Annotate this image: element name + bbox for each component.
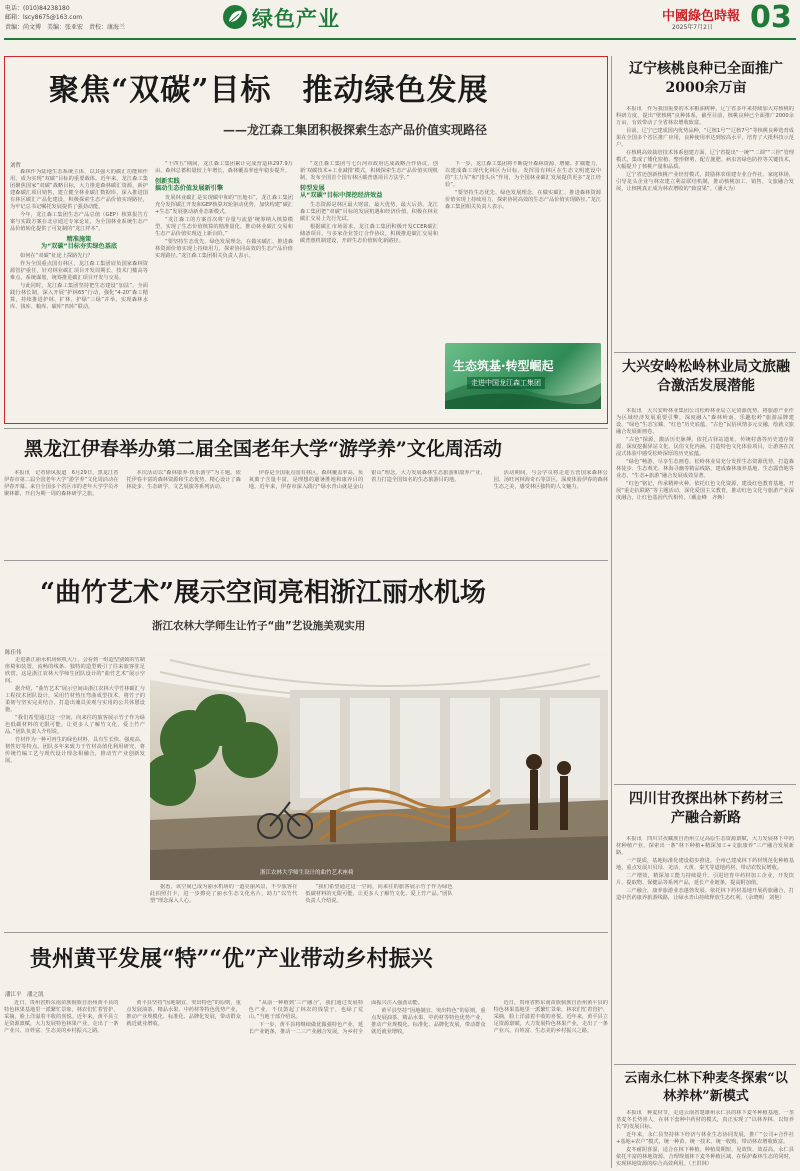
lead-paragraph: 森林作为陆地生态系统主体，以其强大的碳汇功能和作用，成为实现“双碳”目标的重要载体。近年来，龙江森工集团聚焦国家“双碳”战略目标，大力推进森林碳汇资源，新护建森碳汇项目销售，建立健全林业碳汇数据库，深入推进国有林区碳汇产品化建设，积极探索生态产品价值实现路径，为牢记总书记嘱托发展提供了强劲动能。 [10,169,148,210]
lead-story-box [4,56,608,424]
article-paragraph: 本次活动以“森林康养·快乐游学”为主题，依托伊春丰富的森林资源和生态优势，精心设计了森林徒步、生态研学、文艺展演等系列活动。 [126,470,241,490]
vertical-column-rule [611,56,612,1168]
banner-subtitle: 走进中国龙江森工集团 [467,377,545,389]
article-paragraph: 黄平县坚持“因地制宜、突出特色”的原则，重点发展油茶、精品水果、中药材等特色优势产业，推动产业规模化、标准化、品牌化发展，带动群众就近就业增收。 [371,1008,486,1035]
banner-title: 生态筑基·转型崛起 [453,359,554,373]
editor-credits: 责编：尚文博 美编：张亚宏 责校：康海兰 [5,24,126,31]
bamboo-art-byline: 陈佳伟 [5,650,22,656]
article-paragraph: 近日，贵州省黔东南苗族侗族自治州黄平县的特色林果基地里一派繁忙景象，林农们忙着管护、采摘，脸上洋溢着丰收的喜悦。近年来，黄平县立足资源禀赋，大力发展特色林果产业，走出了一条产业兴、百姓富、生态美的乡村振兴之路。 [4,1000,119,1034]
lead-paragraph: “要坚持生态优先、绿色发展理念，在做实碳汇、推进森林资源价值实现上持续用力，探索协同高效的生态产品价值实现路径。”龙江森工集团相关负责人表示。 [445,190,601,210]
article-paragraph: 本报讯 记者徐凤报道 6月29日，黑龙江省伊春市第二届全国老年大学“游学养”文化周活动在伊春开幕。来自全国多个省区市的老年大学学员齐聚林都，开启为期一周的森林研学之旅。 [4,470,119,497]
ganzi-herbs-body [616,836,794,1086]
lead-subheadline: ——龙江森工集团积极探索生态产品价值实现路径 [223,123,488,137]
article-paragraph: 下一步，黄平县将继续做优做强特色产业，延长产业链条，推动一二三产业融合发展，为乡村全面振兴注入强劲动能。 [248,1000,424,1035]
lead-paragraph: 下一步，龙江森工集团将不断提升森林资源、增储、扩碳能力，以建成森工现代化林区为目标，发挥国有林区在生态文明建设中的“主力军”和“排头兵”作用，为全国林业碳汇发展提供更多“龙江经验”。 [445,161,601,188]
huangping-body [4,1000,608,1166]
article-paragraph: 一产提质，基地标准化建设稳步推进。全州已建成林下药材规范化种植基地，重点发展川贝母、羌活、大黄、秦艽等道地药材，带动农牧民增收。 [616,858,794,871]
lead-section-heading [155,178,293,192]
lead-paragraph: 如何在“双碳”征途上探路先行？ [20,253,93,259]
section-divider [4,560,608,561]
article-paragraph: 据介绍，“曲竹艺术”展示空间由浙江农林大学竹林碳汇与工程技术团队设计，采用竹材热压弯曲成型技术，将竹子的柔韧与坚实完美结合，打造出兼具美观与实用的公共休憩设施。 [5,686,145,713]
section-title: 绿色产业 [252,7,340,31]
photo-caption: 浙江农林大学师生设计的曲竹艺术座椅 [260,870,354,876]
section-divider [4,428,608,429]
article-paragraph: “古色”探源，激活历史脉搏。依托古驿站遗址、传统村落等历史遗存资源，深度挖掘驿站文化、民俗文化内涵，打造特色文化体验项目，让游客在沉浸式体验中感受松岭深厚的历史底蕴。 [616,437,794,457]
article-paragraph: 麦冬耐阴喜湿，适合在林下种植，种植周期短、见效快、效益高。永仁县依托丰富的林地资源，合理规划林下麦冬种植区域，在保护森林生态的同时，实现林地资源的综合高效利用。（王洪林） [616,1147,794,1166]
lead-section-heading [10,236,148,250]
lead-paragraph: 作为全国重点国有林区，龙江森工集团肩负国家森林资源管护重任，针对林业碳汇项目开发周期长、技术门槛高等难点，系统谋划，统筹推进碳汇项目开发与交易。 [10,261,148,281]
article-paragraph: 在核桃高效栽培技术体系创建方面，辽宁省提出“一统”“二调”“三控”管理模式，集成了矮化密植、整形修剪、配方施肥、病虫害绿色防控等关键技术，大幅提升了核桃产量和品质。 [616,150,794,170]
article-paragraph: 伊春是全国重点国有林区，森林覆盖率高，负氧离子含量丰富，是理想的避暑胜地和康养目的地。近年来，伊春市深入践行“绿水青山就是金山银山”理念，大力发展森林生态旅游和康养产业，着力打造全国知名的生态旅游目的地。 [248,470,486,490]
lead-paragraph: 生态资源是林区最大财富，最大优势，最大后劲。龙江森工集团把“双碳”目标的发展机遇和经济价值，积极在林业碳汇交易上先行先试。 [300,202,438,222]
lead-paragraph: 今年，龙江森工集团生态产品总值（GEP）核算报告方案与实践方案在北京通过专家论证，为全国林业系统生态产品价值转化提供了可复制的“龙江样本”。 [10,212,148,232]
column-divider [614,352,796,353]
article-paragraph: 本报讯 四川甘孜藏族自治州立足高原生态资源禀赋，大力发展林下中药材种植产业，探索出一条“林下种植+精深加工+文旅康养”三产融合发展新路。 [616,836,794,856]
lead-section-heading-line: 精准施策 [66,236,92,243]
liaoning-walnut-headline: 辽宁核桃良种已全面推广2000余万亩 [629,61,783,96]
lead-section-heading-line: 从“双碳”目标中深挖经济效益 [300,192,383,199]
lead-column-1 [10,169,148,421]
songling-tourism-headline: 大兴安岭松岭林业局文旅融合激活发展潜能 [622,359,790,394]
lead-headline: 聚焦“双碳”目标 推动绿色发展 [49,73,489,108]
huangping-byline: 潘江平 潘之凯 [5,992,44,998]
masthead [0,0,800,40]
right-column [614,56,796,1168]
article-paragraph: 本报讯 种麦材节，走进云南省楚雄州永仁县的林下麦冬种植基地，一垄垄麦冬长势喜人，在林下套种中药材的模式，真正实现了“以林养林、以短养长”的发展目标。 [616,1110,794,1130]
contact-email: 邮箱：lscy8675@163.com [5,14,83,21]
yongren-maidong-body [616,1110,794,1166]
article-paragraph: 本报讯 作为我国重要的木本粮油树种，辽宁省多年来持续加大对核桃的科研力度，提出“壁核桃”良种体系，截至目前，核桃良种已全面推广2000余万亩，有效带动了全省林农增收致富。 [616,106,794,126]
bamboo-art-subheadline: 浙江农林大学师生让竹子“曲”艺设施美观实用 [152,620,366,632]
section-divider [4,932,608,933]
article-paragraph: 二产增效，精深加工能力持续提升。引进培育中药材加工企业，开发饮片、提取物、保健品等系列产品，延长产业链条，提高附加值。 [616,873,794,886]
lead-section-heading-line: 转型发展 [300,185,325,192]
ganzi-herbs-headline: 四川甘孜探出林下药材三产融合新路 [629,791,783,826]
article-paragraph: 辽宁省还创新核桃产业经营模式，鼓励林农组建专业合作社、家庭林场，引导龙头企业与林农建立利益联结机制，推动核桃加工、销售、文旅融合发展，让核桃真正成为林农增收的“致富果”。（潘大为） [616,172,794,192]
article-paragraph: 目前，辽宁已建成国内优势品种，“辽核1号”“辽核7号”等核桃良种选育成果在全国多个省区推广应用，良种使用率达到较高水平，培育了大批科技示范户。 [616,128,794,148]
article-paragraph: “我们希望通过这一空间，向来往的旅客展示竹子作为绿色低碳材料的无限可能，让更多人了解竹文化、爱上竹产品。”团队负责人介绍说。 [5,715,145,735]
lead-column-4 [445,161,601,337]
lead-paragraph: “要坚持生态优先、绿色发展理念，在做实碳汇、推进森林资源价值实现上持续用力，探索协同高效的生态产品价值实现路径。”龙江森工集团相关负责人表示。 [155,239,293,259]
lead-paragraph: “龙江森工的方案首次将‘存量与流量’统筹纳入核算模型，实现了生态价值核算的精准量化，推动林业碳汇交易和生态产品价值实现迈上新台阶。” [155,217,293,237]
page-number: 03 [750,0,792,35]
lead-paragraph: “龙江森工集团与七台河市政府达成战略合作协议，创新‘双碳技术+工业减排’模式，积极探索生态产品价值实现机制，发布全国首个国有林区碳普惠项目方法学。” [300,161,438,181]
lead-paragraph: 发展林业碳汇是实现碳中和的“压舱石”，龙江森工集团充分发挥碳汇开发和GEP核算双轮驱动优势，加快构建“碳汇+生态”发展驱动新业态新模式。 [155,195,293,215]
bamboo-art-body-left [5,657,145,925]
huangping-headline: 贵州黄平发展“特”“优”产业带动乡村振兴 [30,946,433,972]
article-paragraph: 三产融合，康养旅游业态蓬勃发展。依托林下药材基地开展药旅融合，打造中医药康养旅游线路，让绿水青山持续释放生态红利。（余晓明 刘艳） [616,888,794,901]
yichun-headline: 黑龙江伊春举办第二届全国老年大学“游学养”文化周活动 [24,438,502,460]
section-logo [222,4,248,30]
article-paragraph: 本报讯 大兴安岭林业集团公司松岭林业局立足资源优势，将旅游产业作为区域经济发展重要引擎，深度融入“森林岭南、乐趣松岭”旅游品牌建设，“绿色”生态宝藏、“红色”历史底蕴、“古色”民俗风情多元交融，绘就文旅融合发展新画卷。 [616,408,794,435]
article-paragraph: 黄平县坚持“因地制宜、突出特色”的原则，重点发展油茶、精品水果、中药材等特色优势产业，推动产业规模化、标准化、品牌化发展，带动群众就近就业增收。 [126,1000,241,1027]
article-paragraph: “我们希望通过这一空间，向来往的旅客展示竹子作为绿色低碳材料的无限可能，让更多人了解竹文化、爱上竹产品。”团队负责人介绍说。 [305,884,453,904]
lead-column-3 [300,161,438,421]
green-leaf-icon [222,4,248,30]
column-divider [614,1064,796,1065]
article-paragraph: 活动期间，与会学员将走进五营国家森林公园、汤旺河林海奇石等景区，深度体验伊春的森林生态之美，感受林区独特的人文魅力。 [493,470,608,490]
bamboo-art-photo [150,650,608,880]
article-paragraph: “绿色”畅游，尽享生态画卷。松岭林业局充分发挥生态资源优势，打造森林徒步、生态观光、林海寻幽等精品线路，建成森林康养基地、生态露营地等业态，“生态+旅游”融合发展成效显著。 [616,459,794,479]
lead-paragraph: 根据碳汇市场需求，龙江森工集团积极开发CCER碳汇储备项目，与多家企业签订合作协议，积极推进碳汇交易和碳普惠机制建设，开辟生态价值转化新路径。 [300,224,438,244]
lead-paragraph: “十四五”期间，龙江森工集团累计完成营造林297.9万亩，森林总蓄积量较上年增长，森林覆盖率连年稳步提升。 [155,161,293,174]
contact-phone: 电话：(010)84238180 [5,5,70,12]
forest-illustration-icon [445,343,601,409]
paper-name: 中國綠色時報 [662,9,741,24]
lead-column-2 [155,161,293,421]
liaoning-walnut-body [616,106,794,394]
article-paragraph: 据悉，该空间已成为丽水机场的一道亮丽风景，不少旅客在此拍照打卡，进一步擦亮了丽水生态文化名片，助力“以竹代塑”理念深入人心。 [150,884,298,904]
lead-section-heading-line: 搞动生态价值发展新引擎 [155,185,224,192]
article-paragraph: “从前一种植到‘三产融合’，我们通过发展特色产业，不仅鼓起了林农的钱袋子，也绿了荒山。”当地干部介绍说。 [248,1000,364,1020]
bamboo-art-headline: “曲竹艺术”展示空间亮相浙江丽水机场 [40,578,486,608]
article-paragraph: 近日，贵州省黔东南苗族侗族自治州黄平县的特色林果基地里一派繁忙景象，林农们忙着管护、采摘，脸上洋溢着丰收的喜悦。近年来，黄平县立足资源禀赋，大力发展特色林果产业，走出了一条产业兴、百姓富、生态美的乡村振兴之路。 [493,1000,608,1034]
yongren-maidong-headline: 云南永仁林下种麦冬探索“以林养林”新模式 [624,1071,788,1104]
header-divider [4,38,796,40]
article-paragraph: 竹材作为一种可再生的绿色材料，具有生长快、强度高、韧性好等特点。团队多年来致力于竹材高值化利用研究，将传统竹编工艺与现代设计理念相融合，推动竹产业创新发展。 [5,737,145,764]
lead-byline: 刘哲 [10,163,22,169]
songling-tourism-body [616,408,794,748]
issue-date: 2025年7月2日 [672,24,713,31]
article-paragraph: 近年来，永仁县坚持林下经济与林业生态协同发展，推广“公司+合作社+基地+农户”模式，统一种苗、统一技术、统一收购，带动林农增收致富。 [616,1132,794,1145]
bamboo-art-body-bottom [150,884,608,926]
article-paragraph: “红色”铭记，传承精神火种。依托红色文化资源，建设红色教育基地，开展“重走抗联路”等主题活动，深化爱国主义教育，推动红色文化与旅游产业深度融合，让红色基因代代相传。（戴金峰 齐焕） [616,481,794,501]
article-paragraph: 走进浙江丽水机场候机大厅，会看到一组造型别致的竹制座椅和装置，流畅的线条、独特的造型吸引了往来旅客驻足欣赏。这是浙江农林大学师生团队设计的“曲竹艺术”展示空间。 [5,657,145,684]
column-divider [614,784,796,785]
lead-paragraph: 与此同时，龙江森工集团坚持把生态建设“加法”，全面践行林长制，深入开展“护林65”行动，强化“4-20”森工精算，持续推进护林、扩林、护绿“三绿”并举，实现森林水库、钱库、粮库、碳库“四库”联动。 [10,283,148,310]
lead-section-heading-line: 为“双碳”目标夯实绿色基底 [40,243,118,250]
lead-section-heading [300,185,438,199]
yichun-body [4,470,608,554]
airport-lounge-photo-icon [150,650,608,880]
series-banner [445,343,601,409]
lead-section-heading-line: 创新实践 [155,178,180,185]
